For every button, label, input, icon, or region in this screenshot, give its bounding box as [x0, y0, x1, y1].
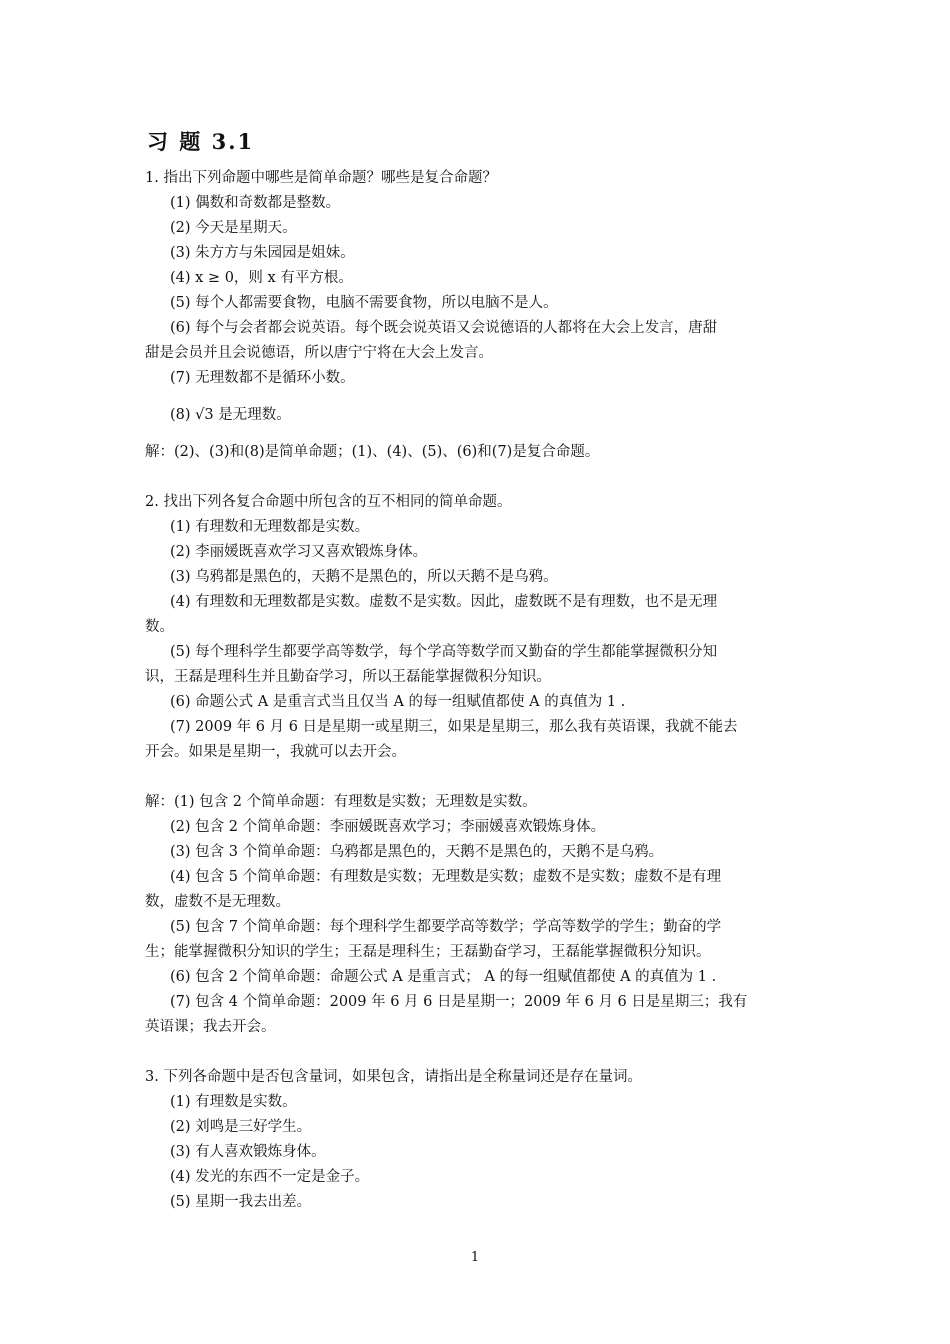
text-line: 数。 [145, 619, 174, 635]
text-line: (1) 有理数是实数。 [170, 1094, 297, 1110]
text-line: (6) 每个与会者都会说英语。每个既会说英语又会说德语的人都将在大会上发言，唐甜 [170, 320, 718, 336]
text-line: (8) √3 是无理数。 [170, 407, 291, 423]
text-line: (5) 每个人都需要食物，电脑不需要食物，所以电脑不是人。 [170, 295, 558, 311]
text-line: (4) 发光的东西不一定是金子。 [170, 1169, 370, 1185]
text-line: (3) 包含 3 个简单命题：乌鸦都是黑色的，天鹅不是黑色的，天鹅不是乌鸦。 [170, 844, 664, 860]
text-line: (2) 包含 2 个简单命题：李丽媛既喜欢学习；李丽媛喜欢锻炼身体。 [170, 819, 606, 835]
text-line: (6) 命题公式 A 是重言式当且仅当 A 的每一组赋值都使 A 的真值为 1 . [170, 694, 626, 710]
text-line: (2) 刘鸣是三好学生。 [170, 1119, 312, 1135]
question-2: 2. 找出下列各复合命题中所包含的互不相同的简单命题。 [145, 494, 512, 510]
text-line: 识，王磊是理科生并且勤奋学习，所以王磊能掌握微积分知识。 [145, 669, 551, 685]
text-line: (5) 每个理科学生都要学高等数学，每个学高等数学而又勤奋的学生都能掌握微积分知 [170, 644, 718, 660]
section-title: 习 题 3.1 [147, 129, 255, 154]
text-line: 英语课；我去开会。 [145, 1019, 276, 1035]
text-line: (7) 无理数都不是循环小数。 [170, 370, 355, 386]
question-3: 3. 下列各命题中是否包含量词，如果包含，请指出是全称量词还是存在量词。 [145, 1069, 642, 1085]
answer-1: 解：(2)、(3)和(8)是简单命题；(1)、(4)、(5)、(6)和(7)是复合命题。 [145, 444, 600, 460]
text-line: (4) x ≥ 0，则 x 有平方根。 [170, 270, 353, 286]
text-line: (3) 朱方方与朱园园是姐妹。 [170, 245, 355, 261]
text-line: (4) 有理数和无理数都是实数。虚数不是实数。因此，虚数既不是有理数，也不是无理 [170, 594, 718, 610]
page-number: 1 [470, 1250, 480, 1265]
text-line: (7) 2009 年 6 月 6 日是星期一或星期三，如果是星期三，那么我有英语课，我就不能去 [170, 719, 738, 735]
text-line: (2) 李丽媛既喜欢学习又喜欢锻炼身体。 [170, 544, 428, 560]
question-1: 1. 指出下列命题中哪些是简单命题？哪些是复合命题？ [145, 170, 497, 186]
text-line: (6) 包含 2 个简单命题：命题公式 A 是重言式； A 的每一组赋值都使 A 的真值为 1 . [170, 969, 717, 985]
answer-2: 解：(1) 包含 2 个简单命题：有理数是实数；无理数是实数。 [145, 794, 537, 810]
text-line: 甜是会员并且会说德语，所以唐宁宁将在大会上发言。 [145, 345, 493, 361]
text-line: (3) 有人喜欢锻炼身体。 [170, 1144, 326, 1160]
text-line: 生；能掌握微积分知识的学生；王磊是理科生；王磊勤奋学习，王磊能掌握微积分知识。 [145, 944, 711, 960]
text-line: (5) 星期一我去出差。 [170, 1194, 312, 1210]
text-line: 数，虚数不是无理数。 [145, 894, 290, 910]
text-line: (7) 包含 4 个简单命题：2009 年 6 月 6 日是星期一；2009 年 6 月 6 日是星期三；我有 [170, 994, 748, 1010]
text-line: (3) 乌鸦都是黑色的，天鹅不是黑色的，所以天鹅不是乌鸦。 [170, 569, 558, 585]
text-line: (2) 今天是星期天。 [170, 220, 297, 236]
text-line: (1) 有理数和无理数都是实数。 [170, 519, 370, 535]
text-line: (4) 包含 5 个简单命题：有理数是实数；无理数是实数；虚数不是实数；虚数不是有理 [170, 869, 722, 885]
text-line: (1) 偶数和奇数都是整数。 [170, 195, 341, 211]
text-line: (5) 包含 7 个简单命题：每个理科学生都要学高等数学；学高等数学的学生；勤奋的学 [170, 919, 722, 935]
text-line: 开会。如果是星期一，我就可以去开会。 [145, 744, 406, 760]
